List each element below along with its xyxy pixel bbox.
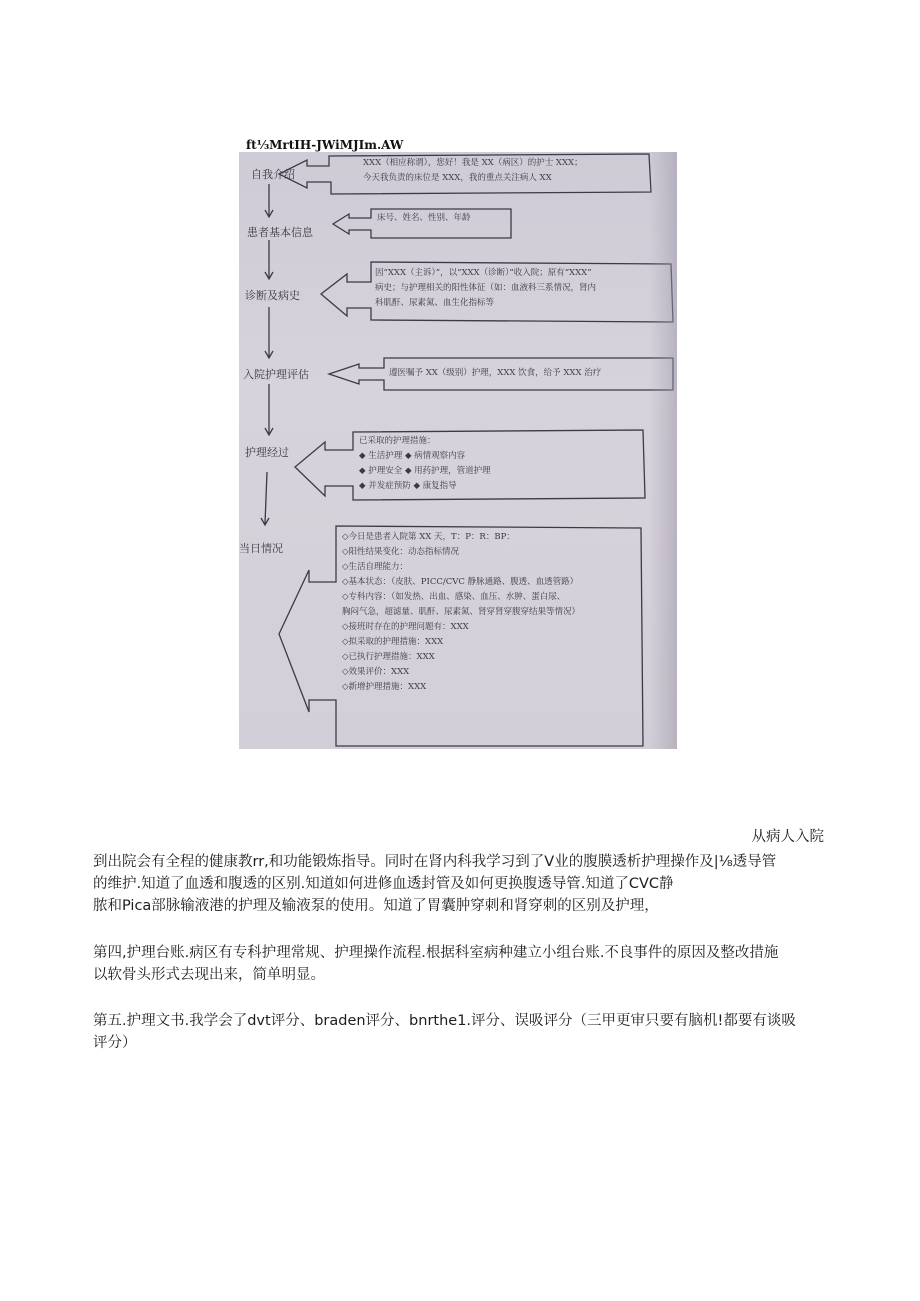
step-label-self-intro: 自我介绍 <box>251 168 295 181</box>
step-label-admission-assessment: 入院护理评估 <box>243 368 309 381</box>
paragraph-nursing-documents: 第五.护理文书.我学会了dvt评分、braden评分、bnrthe1.评分、误吸评分（三甲更审只要有脑机!都要有谈吸 评分） <box>93 1013 796 1051</box>
paragraph-nephrology-learning: 到出院会有全程的健康教rr,和功能锻炼指导。同时在肾内科我学习到了V业的腹膜透析护理操作及|⅛透导管 的维护.知道了血透和腹透的区别.知道如何进修血透封管及如何更换腹透导管.知道了CVC静 脓和Pica部脉输液港的护理及输液泵的使用。知道了胃囊肿穿刺和肾穿刺的区别及护理， <box>93 854 777 914</box>
step-label-care-process: 护理经过 <box>245 446 289 459</box>
photo-shadow <box>649 152 677 749</box>
paragraph-nursing-ledger: 第四,护理台账.病区有专科护理常规、护理操作流程.根据科室病种建立小组台账.不良事件的原因及整改措施 以软骨头形式去现出来，简单明显。 <box>93 945 779 983</box>
step-text-today-status: ◇今日是患者入院第 XX 天，T：P：R：BP： ◇阳性结果变化：动态指标情况 ◇生活自理能力： ◇基本状态：（皮肤、PICC/CVC 静脉通路、腹透、血透管路） ◇专科内容：（如发热、出血、感染、血压、水肿、蛋白尿、 胸闷气急，超滤量、肌酐、尿素氮、肾穿肾穿腹穿结果等情况） ◇接班时存在的护理问题有：XXX ◇拟采取的护理措施：XXX ◇已执行护理措施：XXX ◇效果评价：XXX ◇新增护理措施：XXX <box>342 532 581 692</box>
step-text-care-process: 已采取的护理措施： ◆ 生活护理 ◆ 病情观察内容 ◆ 护理安全 ◆ 用药护理，管道护理 ◆ 并发症预防 ◆ 康复指导 <box>359 436 491 491</box>
step-label-patient-info: 患者基本信息 <box>247 226 313 239</box>
paragraph-lead-line: 从病人入院 <box>751 829 824 845</box>
step-label-diagnosis: 诊断及病史 <box>245 289 300 302</box>
step-text-admission-assessment: 遵医嘱予 XX（级别）护理，XXX 饮食，给予 XXX 治疗 <box>389 368 602 378</box>
step-text-patient-info: 床号、姓名、性别、年龄 <box>377 213 471 223</box>
step-label-today-status: 当日情况 <box>239 542 283 555</box>
figure-caption: ft⅓MrtIH-JWiMJIm.AW <box>246 138 404 152</box>
step-text-diagnosis: 因“XXX（主诉）”，以“XXX（诊断）”收入院；原有“XXX” 病史；与护理相关的阳性体征（如：血液科三系情况，肾内 科肌酐、尿素氮、血生化指标等 <box>375 268 597 308</box>
flowchart-photo <box>239 152 677 749</box>
arrow-5 <box>265 472 267 524</box>
step-text-self-intro: XXX（相应称谓），您好！我是 XX（病区）的护士 XXX； 今天我负责的床位是 XXX，我的重点关注病人 XX <box>363 158 583 183</box>
